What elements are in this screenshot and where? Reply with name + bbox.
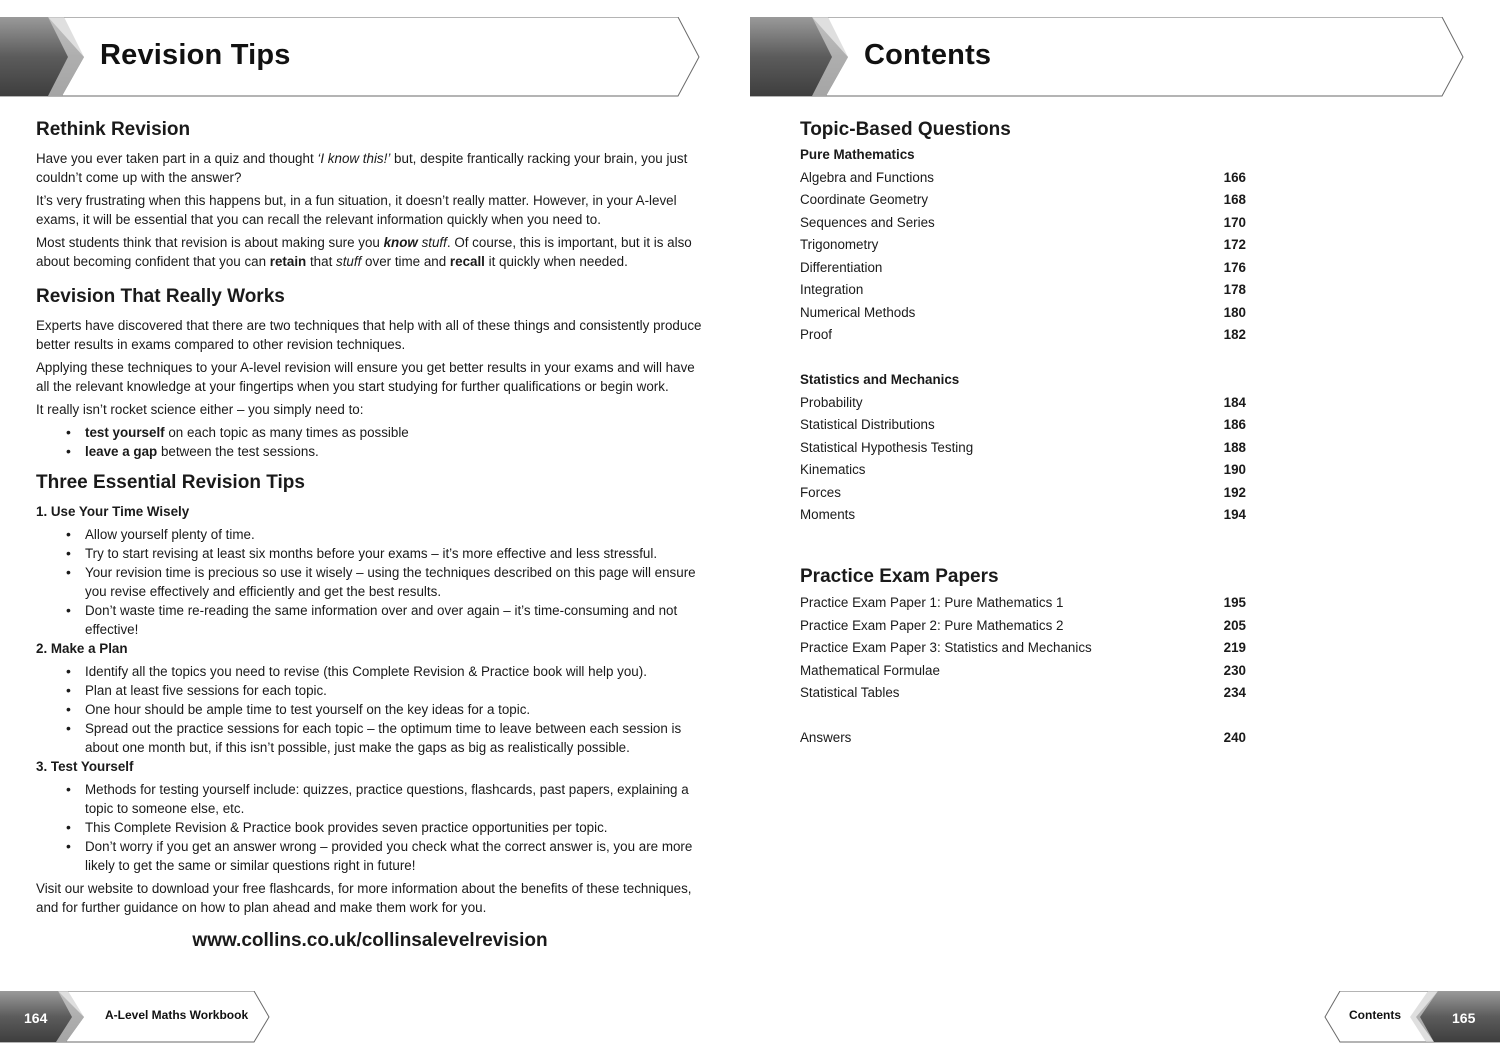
- toc-row[interactable]: [800, 394, 1246, 417]
- page-number: 165: [1452, 1010, 1476, 1026]
- toc-entry-title: Coordinate Geometry: [800, 192, 929, 207]
- page-number: 164: [24, 1010, 48, 1026]
- toc-entry-title: Numerical Methods: [800, 304, 916, 320]
- list-item: • Don’t waste time re-reading the same information over and over again – it’s time-consuming and not effective!: [66, 601, 704, 639]
- contents-list: [800, 118, 1246, 752]
- banner-shape-icon: [750, 17, 1466, 97]
- paragraph: Have you ever taken part in a quiz and thought ‘I know this!’ but, despite frantically racking your brain, you just couldn’t come up with the answer?: [36, 151, 688, 185]
- toc-row[interactable]: [800, 461, 1246, 484]
- revision-tips-content: [36, 118, 704, 950]
- subheading-time: 1. Use Your Time Wisely: [36, 504, 190, 519]
- toc-entry-title: Algebra and Functions: [800, 169, 934, 185]
- toc-entry-page: 188: [1223, 439, 1246, 455]
- section-heading-works: Revision That Really Works: [36, 286, 285, 307]
- toc-entry-page: 234: [1223, 685, 1246, 700]
- list-item: • test yourself on each topic as many times as possible: [66, 423, 704, 442]
- toc-row[interactable]: [800, 639, 1246, 662]
- toc-list-stats: [800, 394, 1246, 529]
- paragraph: It’s very frustrating when this happens but, in a fun situation, it doesn’t really matter. However, in your A-level exams, it will be essential that you can recall the relevant information quickly when you need to.: [36, 193, 677, 227]
- bullet-list: [66, 525, 704, 639]
- toc-entry-title: Statistical Tables: [800, 685, 900, 700]
- toc-entry-title: Practice Exam Paper 2: Pure Mathematics 2: [800, 617, 1064, 633]
- toc-row[interactable]: [800, 259, 1246, 282]
- toc-entry-page: 178: [1223, 282, 1246, 297]
- toc-row-answers[interactable]: [800, 729, 1246, 752]
- right-page: [750, 0, 1500, 1061]
- section-heading-tips: Three Essential Revision Tips: [36, 472, 305, 493]
- toc-entry-page: 170: [1223, 214, 1246, 230]
- footer-tab-right: [1324, 991, 1500, 1043]
- page-title: Revision Tips: [100, 39, 291, 71]
- list-item: • Plan at least five sessions for each topic.: [66, 681, 704, 700]
- toc-row[interactable]: [800, 439, 1246, 462]
- toc-entry-page: 195: [1223, 595, 1246, 610]
- toc-entry-page: 176: [1223, 259, 1246, 275]
- toc-entry-page: 186: [1223, 417, 1246, 432]
- header-banner-right: [750, 17, 1466, 97]
- toc-entry-page: 168: [1223, 192, 1246, 207]
- bullet-list: [66, 423, 704, 461]
- subheading-test: 3. Test Yourself: [36, 759, 134, 774]
- toc-entry-page: 192: [1223, 484, 1246, 500]
- toc-row[interactable]: [800, 191, 1246, 214]
- toc-entry-title: Probability: [800, 394, 863, 410]
- list-item: • Don’t worry if you get an answer wrong – provided you check what the correct answer is, you are more likely to get the same or similar questions right in future!: [66, 837, 704, 875]
- toc-entry-page: 166: [1223, 169, 1246, 185]
- toc-entry-title: Proof: [800, 327, 833, 342]
- toc-entry-title: Moments: [800, 507, 856, 522]
- toc-entry-page: 182: [1223, 327, 1246, 342]
- subheading-plan: 2. Make a Plan: [36, 641, 128, 656]
- toc-entry-page: 194: [1223, 507, 1246, 522]
- list-item: • Your revision time is precious so use it wisely – using the techniques described on this page will ensure you revise effectively and efficiently and get the best results.: [66, 563, 704, 601]
- toc-entry-page: 230: [1223, 662, 1246, 678]
- footer-tab-left: [0, 991, 272, 1043]
- list-item: • leave a gap between the test sessions.: [66, 442, 704, 461]
- toc-entry-title: Statistical Distributions: [800, 417, 935, 432]
- list-item: • Allow yourself plenty of time.: [66, 525, 704, 544]
- toc-entry-title: Integration: [800, 282, 864, 297]
- paragraph: Experts have discovered that there are two techniques that help with all of these things and consistently produce better results in exams compared to other revision techniques.: [36, 318, 702, 352]
- toc-entry-title: Statistical Hypothesis Testing: [800, 439, 974, 455]
- website-link[interactable]: www.collins.co.uk/collinsalevelrevision: [192, 930, 548, 951]
- list-item: • Identify all the topics you need to revise (this Complete Revision & Practice book will help you).: [66, 662, 704, 681]
- toc-row[interactable]: [800, 214, 1246, 237]
- toc-entry-title: Practice Exam Paper 3: Statistics and Mechanics: [800, 640, 1092, 655]
- footer-label: Contents: [1349, 1008, 1401, 1022]
- page-title: Contents: [864, 39, 992, 71]
- bullet-list: [66, 662, 704, 757]
- toc-row[interactable]: [800, 594, 1246, 617]
- toc-entry-page: 172: [1223, 237, 1246, 252]
- list-item: • Try to start revising at least six months before your exams – it’s more effective and less stressful.: [66, 544, 704, 563]
- toc-entry-page: 180: [1223, 304, 1246, 320]
- toc-row[interactable]: [800, 236, 1246, 259]
- toc-entry-title: Differentiation: [800, 259, 883, 275]
- list-item: • Spread out the practice sessions for each topic – the optimum time to leave between each session is about one month but, if this isn’t possible, just make the gaps as big as realistically possible.: [66, 719, 704, 757]
- list-item: • One hour should be ample time to test yourself on the key ideas for a topic.: [66, 700, 704, 719]
- toc-heading-topic: Topic-Based Questions: [800, 119, 1011, 140]
- closing-paragraph: Visit our website to download your free flashcards, for more information about the benefits of these techniques, and for further guidance on how to plan ahead and make them work for you.: [36, 881, 692, 915]
- toc-row[interactable]: [800, 484, 1246, 507]
- paragraph: Applying these techniques to your A-level revision will ensure you get better results in your exams and will have all the relevant knowledge at your fingertips when you start studying for further qualifications or begin work.: [36, 360, 695, 394]
- toc-entry-title: Answers: [800, 730, 852, 745]
- toc-entry-page: 190: [1223, 462, 1246, 477]
- paragraph: Most students think that revision is about making sure you know stuff. Of course, this is important, but it is also about becoming confident that you can retain that stuff over time and recall it quickly when needed.: [36, 235, 692, 269]
- toc-entry-title: Mathematical Formulae: [800, 662, 940, 678]
- toc-entry-page: 205: [1223, 617, 1246, 633]
- toc-row[interactable]: [800, 506, 1246, 529]
- toc-entry-title: Practice Exam Paper 1: Pure Mathematics 1: [800, 595, 1064, 610]
- toc-subheading-stats: Statistics and Mechanics: [800, 372, 960, 387]
- toc-row[interactable]: [800, 617, 1246, 640]
- toc-entry-page: 184: [1223, 394, 1246, 410]
- header-banner-left: [0, 17, 702, 97]
- toc-entry-page: 240: [1223, 730, 1246, 745]
- toc-row[interactable]: [800, 304, 1246, 327]
- toc-row[interactable]: [800, 416, 1246, 439]
- section-heading-rethink: Rethink Revision: [36, 119, 191, 140]
- list-item: • This Complete Revision & Practice book provides seven practice opportunities per topic.: [66, 818, 704, 837]
- toc-entry-title: Kinematics: [800, 462, 866, 477]
- list-item: • Methods for testing yourself include: quizzes, practice questions, flashcards, past papers, explaining a topic to someone else, etc.: [66, 780, 704, 818]
- toc-list-practice: [800, 594, 1246, 707]
- toc-row[interactable]: [800, 326, 1246, 349]
- toc-entry-title: Trigonometry: [800, 237, 879, 252]
- toc-entry-page: 219: [1223, 640, 1246, 655]
- toc-row[interactable]: [800, 169, 1246, 192]
- paragraph: It really isn’t rocket science either – you simply need to:: [36, 402, 364, 417]
- footer-label: A-Level Maths Workbook: [105, 1008, 249, 1022]
- toc-entry-title: Sequences and Series: [800, 214, 935, 230]
- toc-subheading-pure: Pure Mathematics: [800, 147, 915, 162]
- toc-row[interactable]: [800, 684, 1246, 707]
- toc-list-pure: [800, 169, 1246, 349]
- toc-entry-title: Forces: [800, 484, 841, 500]
- toc-row[interactable]: [800, 662, 1246, 685]
- bullet-list: [66, 780, 704, 875]
- toc-heading-practice: Practice Exam Papers: [800, 566, 999, 587]
- toc-row[interactable]: [800, 281, 1246, 304]
